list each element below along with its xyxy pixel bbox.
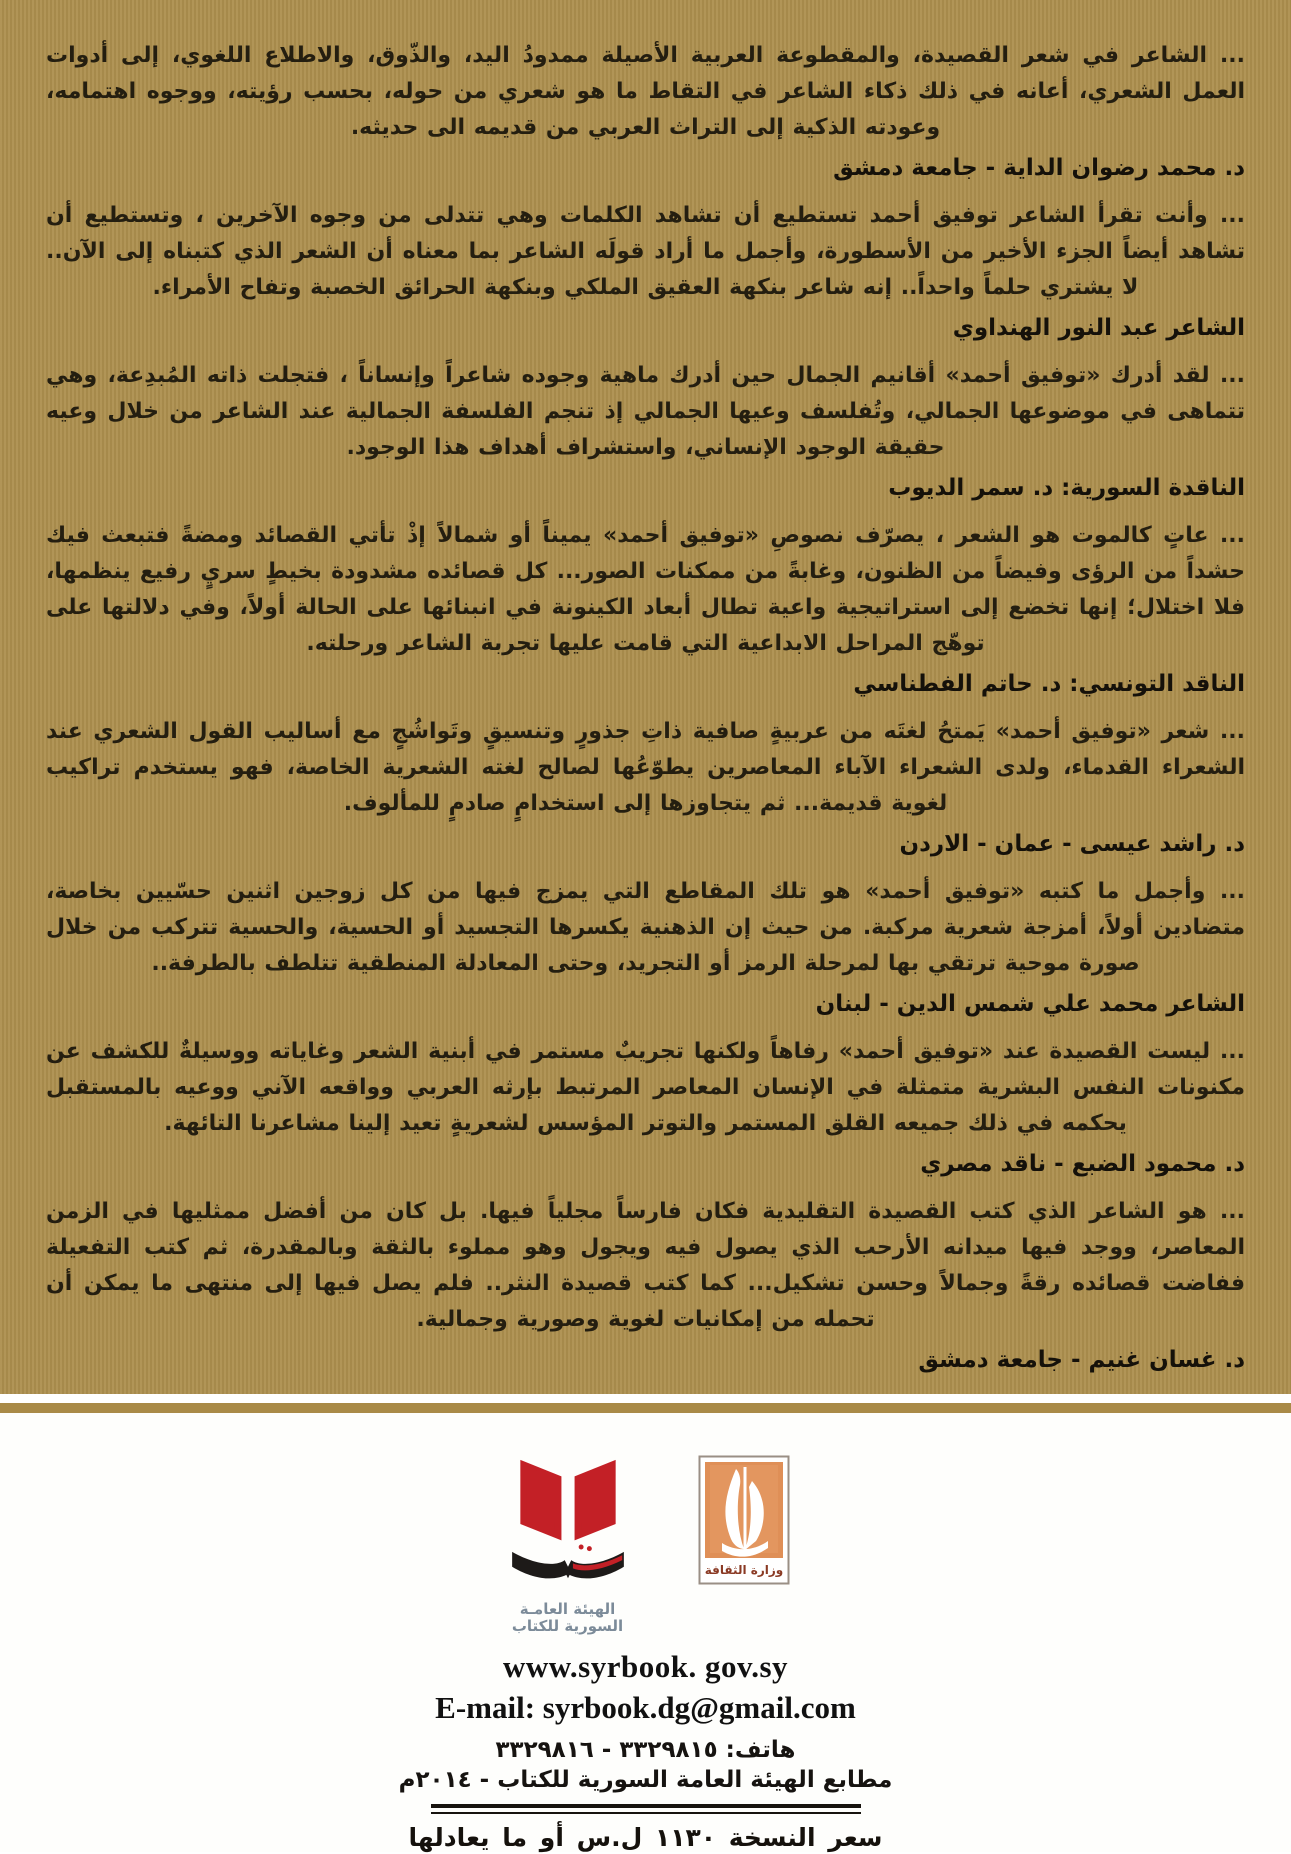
review-attribution: د. محمود الضبع - ناقد مصري bbox=[920, 1151, 1245, 1177]
email-text: E-mail: syrbook.dg@gmail.com bbox=[435, 1690, 856, 1725]
books-organization-caption-line2: السورية للكتاب bbox=[511, 1617, 624, 1635]
review-quote: ... شعر «توفيق أحمد» يَمتحُ لغتَه من عربيةٍ صافية ذاتِ جذورٍ وتنسيقٍ وتَواشُجٍ مع أساليب القول الشعري عند الشعراء القدماء، ولدى الشعراء الآباء المعاصرين يطوّعُها لصالح لغته الشعرية الخاصة، فهو يستخدم تراكيب لغوية قديمة... ثم يتجاوزها إلى استخدامٍ صادمٍ للمألوف. bbox=[46, 719, 1245, 816]
review-block bbox=[46, 198, 1245, 345]
review-block bbox=[46, 874, 1245, 1021]
divider-gold-stripe bbox=[0, 1403, 1291, 1413]
review-attribution: د. غسان غنيم - جامعة دمشق bbox=[918, 1347, 1245, 1373]
price-text: سعر النسخة ١١٣٠ ل.س أو ما يعادلها bbox=[408, 1823, 883, 1852]
review-quote: ... الشاعر في شعر القصيدة، والمقطوعة العربية الأصيلة ممدودُ اليد، والذّوق، والاطلاع اللغوي، إلى أدوات العمل الشعري، أعانه في ذلك ذكاء الشاعر في التقاط ما هو شعري من حوله، بحسب رؤيته، ووجوه اهتمامه، وعودته الذكية إلى التراث العربي من قديمه الى حديثه. bbox=[46, 43, 1245, 140]
books-organization-caption-line1: الهيئة العامـة bbox=[519, 1600, 616, 1618]
flame-quill-icon bbox=[698, 1455, 790, 1589]
divider-white-stripe bbox=[0, 1394, 1291, 1403]
review-quote: ... وأنت تقرأ الشاعر توفيق أحمد تستطيع أن تشاهد الكلمات وهي تتدلى من وجوه الآخرين ، وتستطيع أن تشاهد أيضاً الجزء الأخير من الأسطورة، وأجمل ما أراد قولَه الشاعر بما معناه أن الشعر الذي كتبناه إلى الآن.. لا يشتري حلماً واحداً.. إنه شاعر بنكهة العقيق الملكي وبنكهة الحرائق الخصبة وتفاح الأمراء. bbox=[46, 203, 1245, 300]
review-attribution: د. راشد عيسى - عمان - الاردن bbox=[899, 831, 1245, 857]
printer-text: مطابع الهيئة العامة السورية للكتاب - ٢٠١٤م bbox=[398, 1767, 893, 1793]
website-text: www.syrbook. gov.sy bbox=[502, 1649, 789, 1684]
review-block bbox=[46, 38, 1245, 185]
ministry-of-culture-logo bbox=[698, 1455, 790, 1589]
review-attribution: الناقدة السورية: د. سمر الديوب bbox=[888, 475, 1245, 501]
review-attribution: الناقد التونسي: د. حاتم الفطناسي bbox=[853, 671, 1245, 697]
books-organization-caption bbox=[512, 1601, 623, 1635]
review-quote: ... لقد أدرك «توفيق أحمد» أقانيم الجمال حين أدرك ماهية وجوده شاعراً وإنساناً ، فتجلت ذاته المُبدِعة، وهي تتماهى في موضوعها الجمالي، وتُفلسف وعيها الجمالي إذ تنجم الفلسفة الجمالية عند الشاعر من خلال وعيه حقيقة الوجود الإنساني، واستشراف أهداف هذا الوجود. bbox=[46, 363, 1245, 460]
review-attribution: د. محمد رضوان الداية - جامعة دمشق bbox=[833, 155, 1245, 181]
open-book-icon bbox=[502, 1455, 634, 1597]
books-organization-logo bbox=[502, 1455, 634, 1635]
review-attribution: الشاعر عبد النور الهنداوي bbox=[952, 315, 1245, 341]
review-block bbox=[46, 1194, 1245, 1377]
review-attribution: الشاعر محمد علي شمس الدين - لبنان bbox=[815, 991, 1245, 1017]
review-block bbox=[46, 358, 1245, 505]
review-block bbox=[46, 1034, 1245, 1181]
publisher-footer bbox=[0, 1413, 1291, 1852]
review-quote: ... وأجمل ما كتبه «توفيق أحمد» هو تلك المقاطع التي يمزج فيها من كل زوجين اثنين حسّيين بخاصة، متضادين أولاً، أمزجة شعرية مركبة. من حيث إن الذهنية يكسرها التجسيد أو الحسية، والحسية تتركب من خلال صورة موحية ترتقي بها لمرحلة الرمز أو التجريد، وحتى المعادلة المنطقية تتلطف بالطرفة.. bbox=[46, 879, 1245, 976]
review-quote: ... عاتٍ كالموت هو الشعر ، يصرّف نصوصِ «توفيق أحمد» يميناً أو شمالاً إذْ تأتي القصائد ومضةً فتبعث فيك حشداً من الرؤى وفيضاً من الظنون، وغابةً من ممكنات الصور... كل قصائده مشدودة بخيطٍ سريٍ رفيع ينظمها، فلا اختلال؛ إنها تخضع إلى استراتيجية واعية تطال أبعاد الكينونة في انبنائها على الحالة أولاً، وفي دلالتها على توهّج المراحل الابداعية التي قامت عليها تجربة الشاعر ورحلته. bbox=[46, 523, 1245, 656]
double-rule-divider bbox=[431, 1804, 861, 1814]
ministry-of-culture-caption: وزارة الثقافة bbox=[704, 1563, 783, 1577]
review-quote: ... هو الشاعر الذي كتب القصيدة التقليدية فكان فارساً مجلياً فيها. بل كان من أفضل ممثليها في الزمن المعاصر، ووجد فيها ميدانه الأرحب الذي يصول فيه ويجول وهو مملوء بالثقة وبالمقدرة، ثم كتب التفعيلة ففاضت قصائده رقةً وجمالاً وحسن تشكيل... كما كتب قصيدة النثر.. فلم يصل فيها إلى منتهى ما يمكن أن تحمله من إمكانيات لغوية وصورية وجمالية. bbox=[46, 1199, 1245, 1332]
phone-text: هاتف: ٣٣٢٩٨١٥ - ٣٣٢٩٨١٦ bbox=[495, 1737, 796, 1763]
publisher-logos bbox=[0, 1413, 1291, 1635]
review-block bbox=[46, 518, 1245, 701]
review-quote: ... ليست القصيدة عند «توفيق أحمد» رفاهاً ولكنها تجريبٌ مستمر في أبنية الشعر وغاياته ووسيلةٌ للكشف عن مكنونات النفس البشرية متمثلة في الإنسان المعاصر المرتبط بإرثه العربي وواقعه الآني ووعيه بالمستقبل يحكمه في ذلك جميعه القلق المستمر والتوتر المؤسس لشعريةٍ تعيد إلينا مشاعرنا التائهة. bbox=[46, 1039, 1245, 1136]
review-block bbox=[46, 714, 1245, 861]
